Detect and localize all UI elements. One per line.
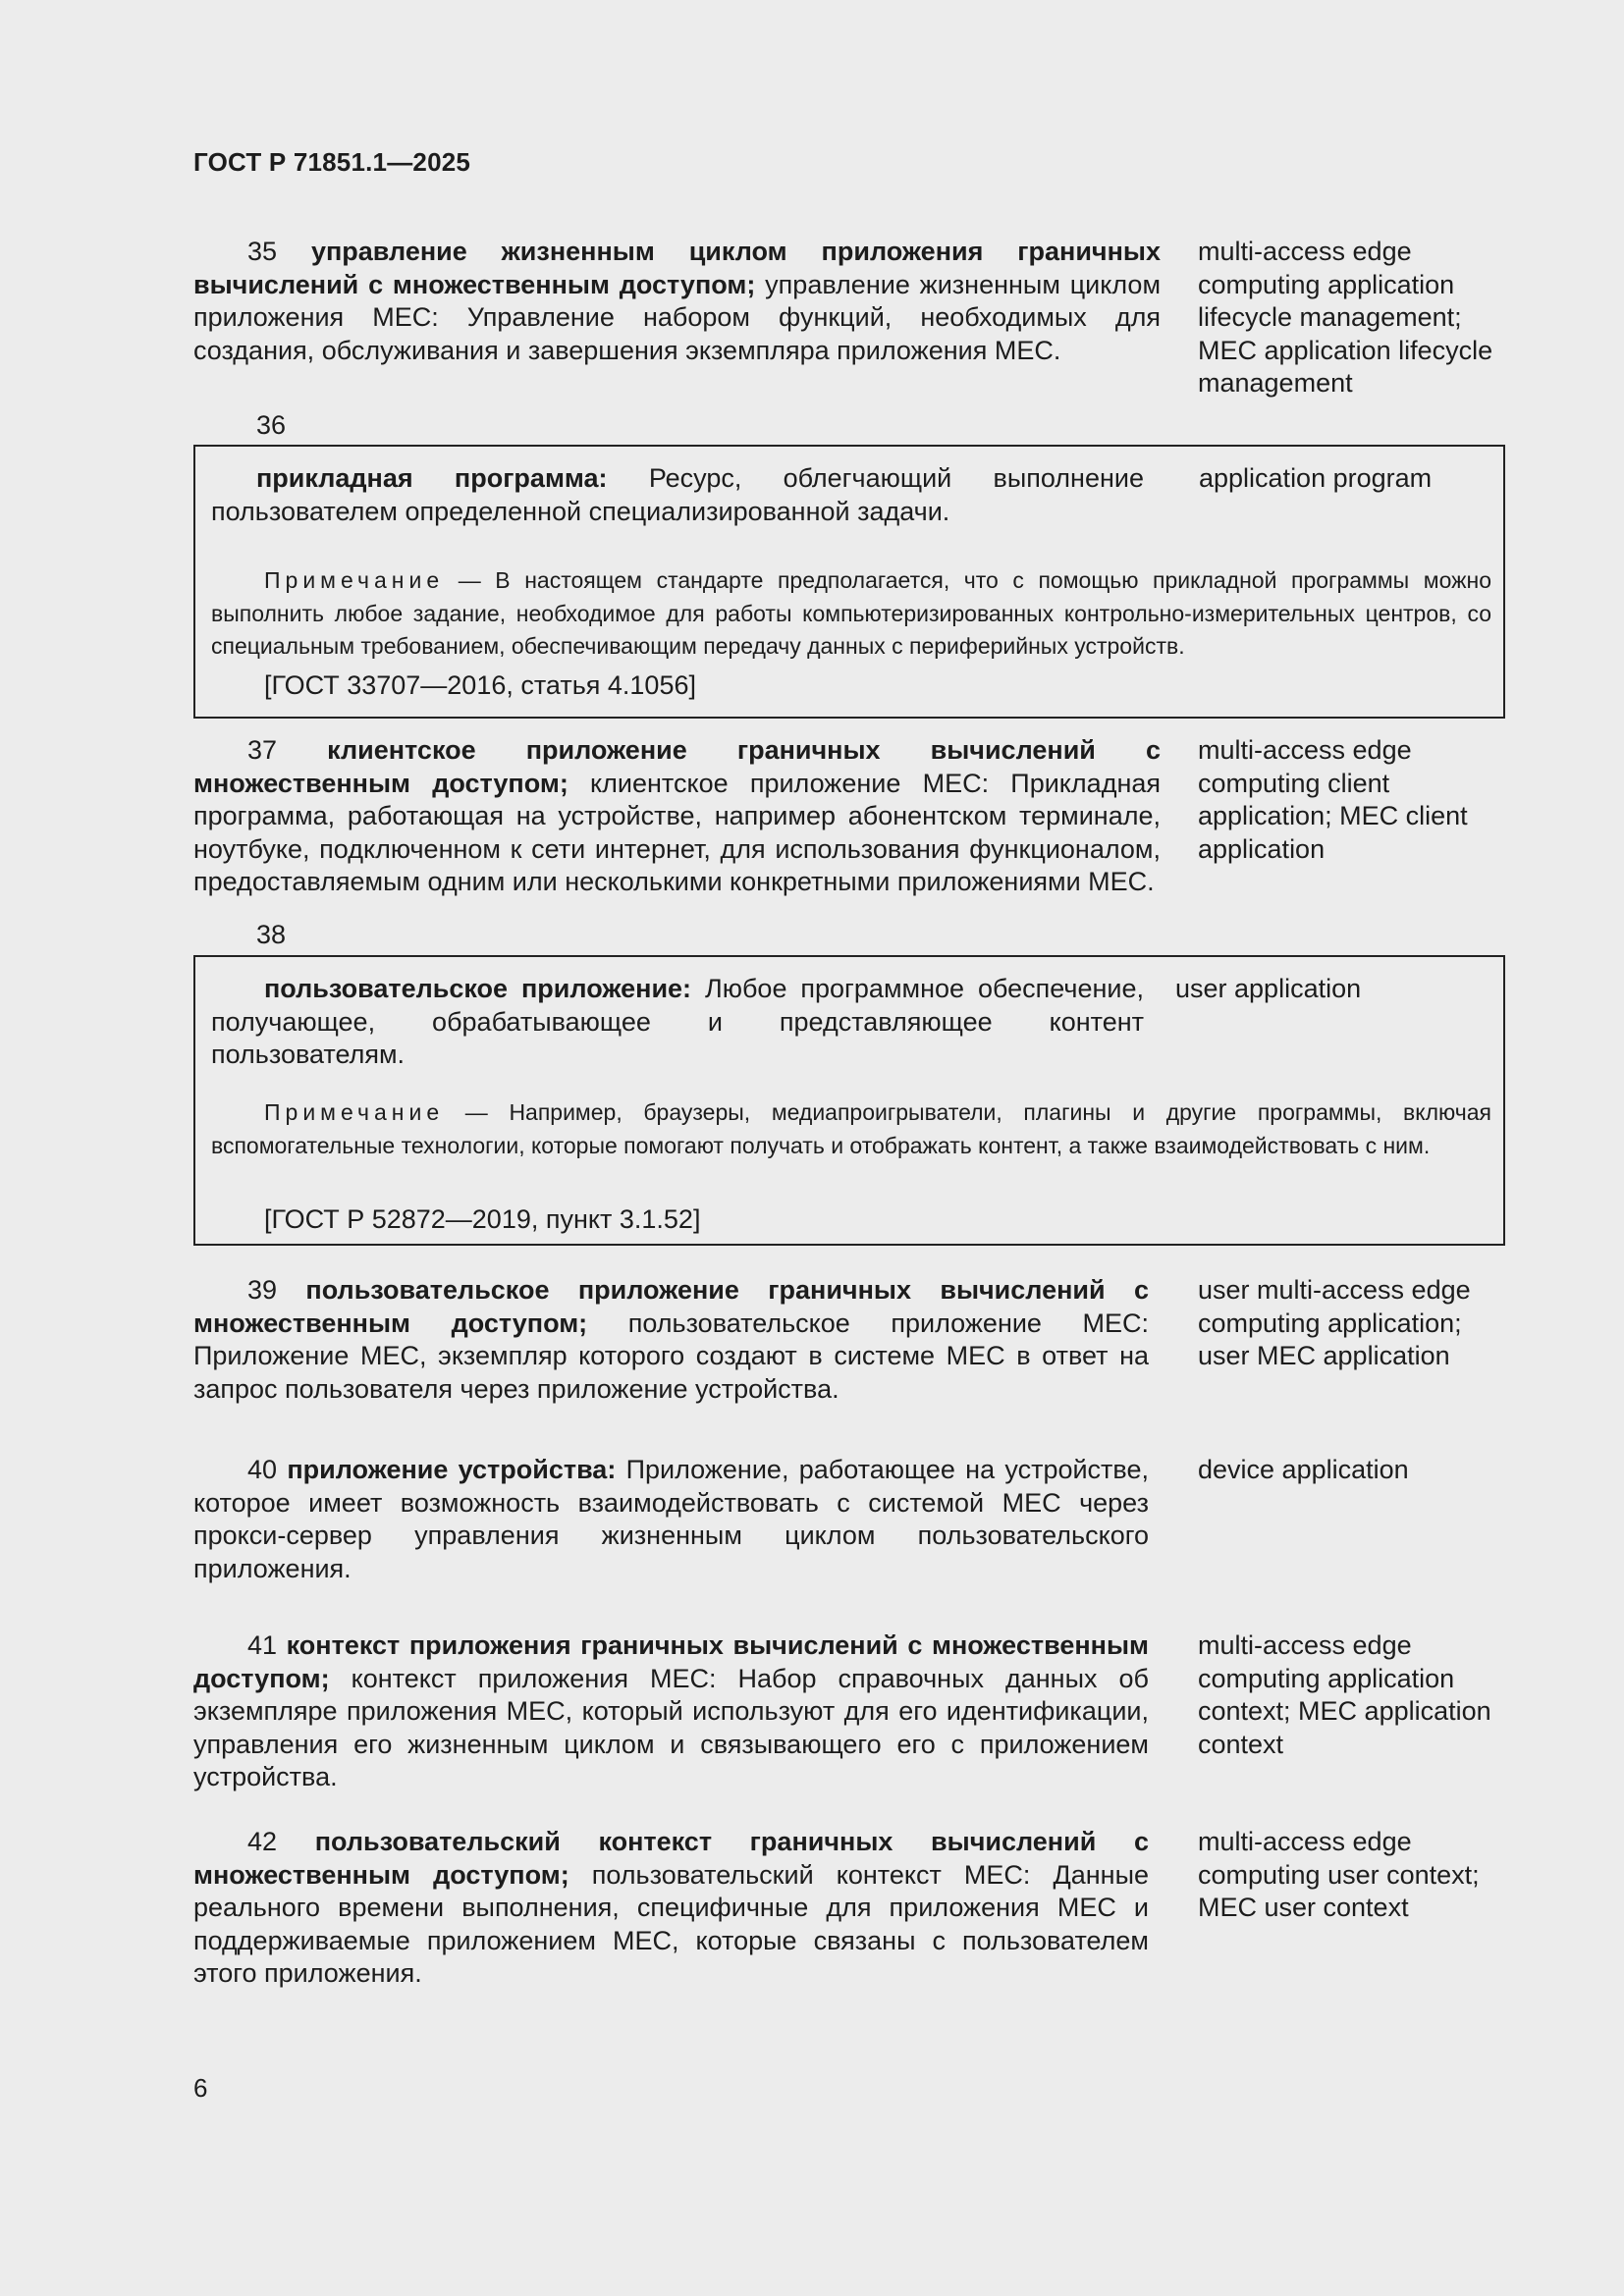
term-note <box>211 564 1491 664</box>
term-english: multi-access edge computing application context; MEC application context <box>1198 1630 1491 1759</box>
term-english: multi-access edge computing client application; MEC client application <box>1198 735 1468 864</box>
term-title: управление жизненным циклом приложения граничных вычислений с множественным доступом; <box>193 237 1161 299</box>
term-definition <box>193 734 1161 899</box>
term-text: пользовательский контекст МЕС: Данные реального времени выполнения, специфичные для приложения МЕС и поддерживаемые приложением МЕС, которые связаны с пользователем этого приложения. <box>193 1859 1149 1988</box>
note-text: — Например, браузеры, медиапроигрыватели, плагины и другие программы, включая вспомогательные технологии, которые помогают получать и отображать контент, а также взаимодействовать с ним. <box>211 1099 1491 1158</box>
term-text: пользовательское приложение МЕС: Приложение МЕС, экземпляр которого создают в системе МЕС в ответ на запрос пользователя через приложение устройства. <box>193 1308 1150 1404</box>
term-title: пользовательский контекст граничных вычислений с множественным доступом; <box>193 1827 1149 1890</box>
term-text: Любое программное обеспечение, получающее, обрабатывающее и представляющее контент пользователям. <box>211 974 1144 1069</box>
term-number: 38 <box>256 920 287 949</box>
term-number: 40 <box>247 1455 278 1484</box>
term-english: user application <box>1175 974 1362 1003</box>
term-number: 35 <box>247 237 278 266</box>
term-text: контекст приложения МЕС: Набор справочных данных об экземпляре приложения МЕС, который используют для его идентификации, управления его жизненным циклом и связывающего его с приложением устройства. <box>193 1663 1149 1791</box>
term-english: application program <box>1199 463 1433 493</box>
term-source: [ГОСТ 33707—2016, статья 4.1056] <box>264 670 696 700</box>
document-header: ГОСТ Р 71851.1—2025 <box>193 147 471 177</box>
term-title: прикладная программа: <box>256 463 608 493</box>
term-text: Ресурс, облегчающий выполнение пользователем определенной специализированной задачи. <box>211 463 1144 526</box>
note-text: — В настоящем стандарте предполагается, что с помощью прикладной программы можно выполнить любое задание, необходимое для работы компьютеризированных контрольно-измерительных центров, со специальным требованием, обеспечивающим передачу данных с периферийных устройств. <box>211 567 1491 659</box>
term-definition <box>193 1274 1149 1406</box>
term-definition <box>193 1454 1149 1585</box>
note-label: Примечание <box>264 567 445 593</box>
term-definition <box>193 1629 1149 1794</box>
term-title: пользовательское приложение граничных вычислений с множественным доступом; <box>193 1275 1149 1338</box>
term-note <box>211 1096 1491 1162</box>
term-title: пользовательское приложение: <box>264 974 692 1003</box>
term-text: управление жизненным циклом приложения МЕС: Управление набором функций, необходимых для создания, обслуживания и завершения экземпляра приложения МЕС. <box>193 269 1162 365</box>
term-title: клиентское приложение граничных вычислений с множественным доступом; <box>193 735 1161 798</box>
page-number: 6 <box>193 2073 208 2103</box>
term-definition <box>193 236 1161 367</box>
term-english: multi-access edge computing user context; MEC user context <box>1198 1827 1480 1922</box>
term-definition <box>193 1826 1149 1991</box>
term-number: 37 <box>247 735 278 765</box>
term-english: multi-access edge computing application lifecycle management; MEC application lifecycle management <box>1198 237 1493 398</box>
term-title: контекст приложения граничных вычислений с множественным доступом; <box>193 1630 1149 1693</box>
term-number: 36 <box>256 410 287 440</box>
term-number: 41 <box>247 1630 278 1660</box>
term-english: device application <box>1198 1455 1409 1484</box>
term-text: клиентское приложение МЕС: Прикладная программа, работающая на устройстве, например абонентском терминале, ноутбуке, подключенном к сети интернет, для использования функционалом, предоставляемым одним или несколькими конкретными приложениями МЕС. <box>193 768 1161 896</box>
term-title: приложение устройства: <box>287 1455 617 1484</box>
term-number: 39 <box>247 1275 278 1305</box>
term-entry-38-box <box>193 955 1505 1246</box>
term-definition <box>211 973 1144 1072</box>
term-source: [ГОСТ Р 52872—2019, пункт 3.1.52] <box>264 1204 701 1234</box>
term-entry-36-box <box>193 445 1505 719</box>
term-definition <box>211 462 1144 528</box>
note-label: Примечание <box>264 1099 445 1125</box>
term-english: user multi-access edge computing application; user MEC application <box>1198 1275 1471 1370</box>
term-text: Приложение, работающее на устройстве, которое имеет возможность взаимодействовать с системой МЕС через прокси-сервер управления жизненным циклом пользовательского приложения. <box>193 1455 1149 1583</box>
term-number: 42 <box>247 1827 278 1856</box>
